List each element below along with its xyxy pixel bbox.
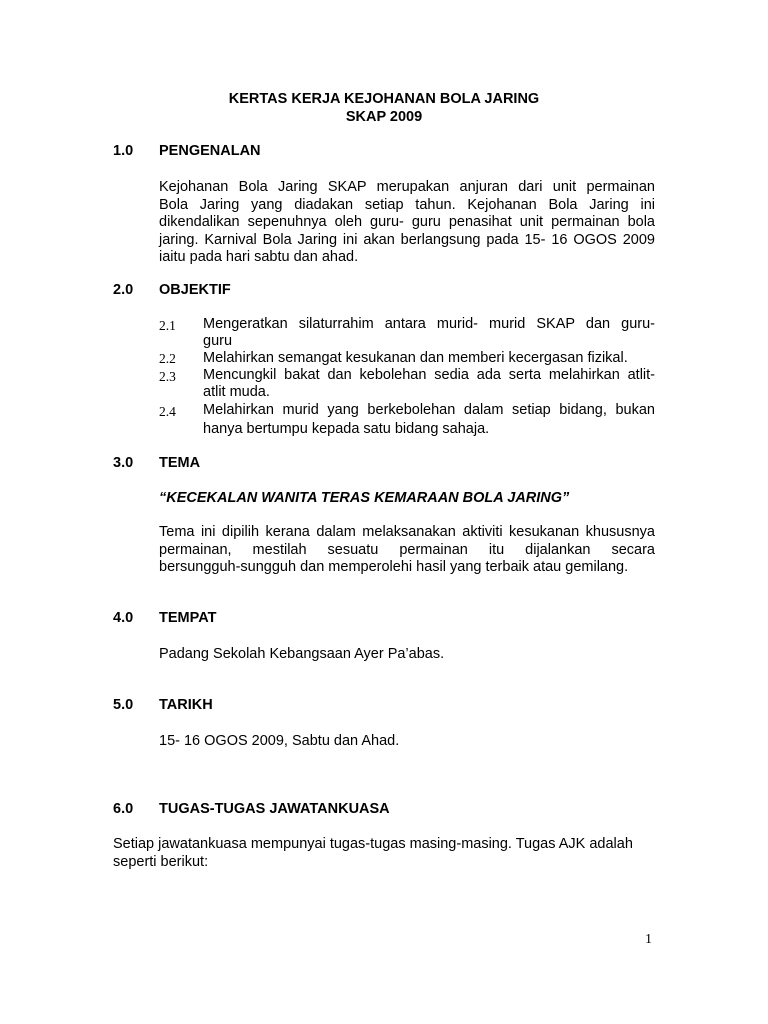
- section-number: 1.0: [113, 143, 134, 159]
- section-heading: TEMA: [159, 455, 201, 471]
- page-number: 1: [645, 932, 652, 947]
- body-line: bersungguh-sungguh dan memperolehi hasil yang terbaik atau gemilang.: [159, 559, 629, 575]
- body-line: Tema ini dipilih kerana dalam melaksanakan aktiviti kesukanan khususnya: [159, 524, 655, 540]
- document-subtitle: SKAP 2009: [345, 109, 423, 125]
- objective-line: atlit muda.: [203, 384, 270, 400]
- objective-number: 2.2: [159, 351, 176, 366]
- document-title: KERTAS KERJA KEJOHANAN BOLA JARING: [228, 91, 540, 107]
- section-number: 4.0: [113, 610, 134, 626]
- section-body: [159, 524, 655, 577]
- section-body: [159, 733, 655, 751]
- body-line: 15- 16 OGOS 2009, Sabtu dan Ahad.: [159, 733, 400, 749]
- objective-text: [203, 350, 655, 367]
- section-number: 3.0: [113, 455, 134, 471]
- objective-line: Melahirkan semangat kesukanan dan memberi kecergasan fizikal.: [203, 350, 628, 366]
- section-number: 5.0: [113, 697, 134, 713]
- objective-line: Mencungkil bakat dan kebolehan sedia ada serta melahirkan atlit-: [203, 367, 655, 383]
- section-number: 2.0: [113, 282, 134, 298]
- body-line: Setiap jawatankuasa mempunyai tugas-tugas masing-masing. Tugas AJK adalah: [113, 836, 633, 852]
- objective-text: [203, 367, 655, 401]
- section-heading: OBJEKTIF: [159, 282, 231, 298]
- objective-text: [203, 402, 655, 438]
- body-line: iaitu pada hari sabtu dan ahad.: [159, 249, 359, 265]
- section-heading: PENGENALAN: [159, 143, 261, 159]
- objective-number: 2.3: [159, 369, 176, 384]
- section-body: [113, 836, 655, 871]
- section-heading: TARIKH: [159, 697, 213, 713]
- body-line: Kejohanan Bola Jaring SKAP merupakan anjuran dari unit permainan: [159, 179, 655, 195]
- objective-number: 2.1: [159, 318, 176, 333]
- section-body: [159, 179, 655, 267]
- objective-line: hanya bertumpu kepada satu bidang sahaja.: [203, 421, 490, 437]
- section-heading: TUGAS-TUGAS JAWATANKUASA: [159, 801, 390, 817]
- objective-line: Mengeratkan silaturrahim antara murid- murid SKAP dan guru-: [203, 316, 655, 332]
- section-number: 6.0: [113, 801, 134, 817]
- body-line: Padang Sekolah Kebangsaan Ayer Pa’abas.: [159, 646, 445, 662]
- body-line: Bola Jaring yang diadakan setiap tahun. Kejohanan Bola Jaring ini: [159, 196, 655, 213]
- objective-number: 2.4: [159, 404, 176, 419]
- section-body: [159, 646, 655, 664]
- body-line: seperti berikut:: [113, 853, 209, 870]
- body-line: dikendalikan sepenuhnya oleh guru- guru penasihat unit permainan bola: [159, 214, 655, 230]
- objective-text: [203, 316, 655, 350]
- body-line: jaring. Karnival Bola Jaring ini akan berlangsung pada 15- 16 OGOS 2009: [159, 231, 655, 248]
- section-heading: TEMPAT: [159, 610, 217, 626]
- objective-line: guru: [203, 333, 233, 349]
- theme-title: “KECEKALAN WANITA TERAS KEMARAAN BOLA JARING”: [159, 490, 570, 506]
- body-line: permainan, mestilah sesuatu permainan itu dijalankan secara: [159, 541, 655, 558]
- objective-line: Melahirkan murid yang berkebolehan dalam setiap bidang, bukan: [203, 402, 655, 418]
